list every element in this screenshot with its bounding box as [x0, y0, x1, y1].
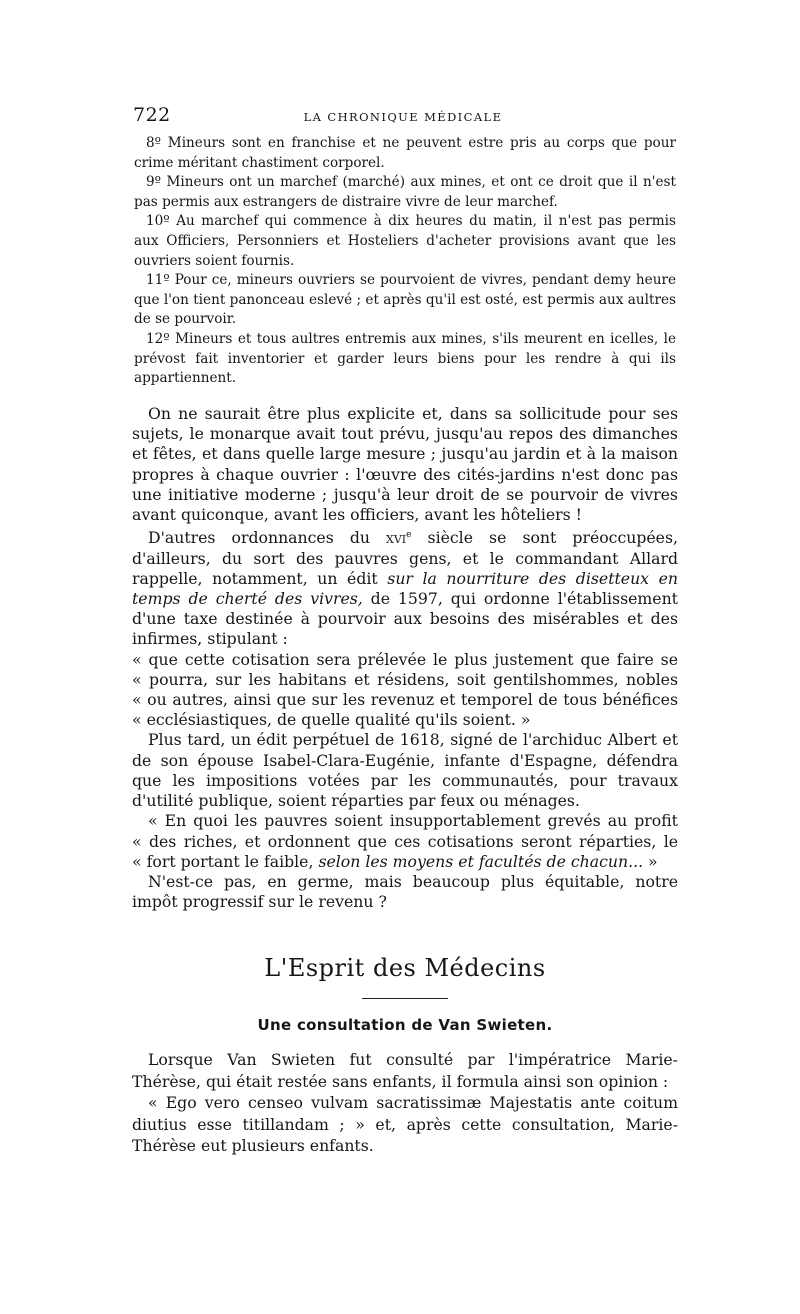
edict-title: sur la nourriture des disetteux en temps de cherté des vivres,: [132, 568, 678, 609]
p2-start: D'autres ordonnances du: [148, 528, 387, 548]
century-superscript: e: [406, 530, 412, 541]
quote-italic: selon les moyens et facultés de chacun...: [318, 851, 644, 871]
ordinance-list: [134, 134, 676, 389]
ordinance-item: 9º Mineurs ont un marchef (marché) aux mines, et ont ce droit que il n'est pas permis aux estrangers de distraire vivre de leur marchef.: [134, 174, 676, 210]
paragraph-impot: N'est-ce pas, en germe, mais beaucoup plus équitable, notre impôt progressif sur le revenu ?: [132, 871, 678, 912]
p2-mid: siècle se sont préoccupées, d'ailleurs, du sort des pauvres gens, et le commandant Allard rappelle, notamment, un édit: [132, 528, 678, 588]
quote-line: « ecclésiastiques, de quelle qualité qu'ils soient. »: [132, 710, 531, 730]
paragraph-ordonnances: [132, 525, 678, 649]
section-title: L'Esprit des Médecins: [264, 954, 546, 982]
quote-line: [132, 852, 678, 872]
page-number: 722: [133, 104, 171, 126]
article-paragraph: Lorsque Van Swieten fut consulté par l'impératrice Marie-Thérèse, qui était restée sans enfants, il formula ainsi son opinion :: [132, 1050, 678, 1091]
running-title: LA CHRONIQUE MÉDICALE: [303, 110, 503, 124]
main-text: [132, 404, 678, 912]
running-head: [133, 104, 673, 130]
ordinance-item: 10º Au marchef qui commence à dix heures du matin, il n'est pas permis aux Officiers, Personniers et Hosteliers d'acheter provisions avant que les ouvriers soient fournis.: [134, 213, 676, 269]
ordinance-item: 12º Mineurs et tous aultres entremis aux mines, s'ils meurent en icelles, le prévost fait inventorier et garder leurs biens pour les rendre à qui ils appartiennent.: [134, 330, 676, 387]
quote-line: « En quoi les pauvres soient insupportablement grevés au profit: [148, 811, 678, 831]
p2-end: de 1597, qui ordonne l'établissement d'une taxe destinée à pourvoir aux besoins des misérables et des infirmes, stipulant :: [132, 589, 678, 649]
paragraph-monarque: On ne saurait être plus explicite et, dans sa sollicitude pour ses sujets, le monarque avait tout prévu, jusqu'au repos des dimanches et fêtes, et dans quelle large mesure ; jusqu'au jardin et à la maison propres à chaque ouvrier : l'œuvre des cités-jardins n'est donc pas une initiative moderne ; jusqu'à leur droit de se pourvoir de vivres avant quiconque, avant les officiers, avant les hôteliers !: [132, 404, 678, 525]
quote-line: « que cette cotisation sera prélevée le plus justement que faire se: [132, 649, 678, 669]
quote-line: « des riches, et ordonnent que ces cotisations seront réparties, le: [132, 831, 678, 851]
quote-line-end: »: [643, 851, 658, 871]
century-numeral: xvi: [386, 528, 407, 548]
paragraph-edit-perpetuel: Plus tard, un édit perpétuel de 1618, signé de l'archiduc Albert et de son épouse Isabel-Clara-Eugénie, infante d'Espagne, défendra que les impositions votées par les communautés, pour travaux d'utilité publique, soient réparties par feux ou ménages.: [132, 730, 678, 811]
ordinance-item: 8º Mineurs sont en franchise et ne peuvent estre pris au corps que pour crime méritant chastiment corporel.: [134, 135, 676, 171]
ordinance-item: 11º Pour ce, mineurs ouvriers se pourvoient de vivres, pendant demy heure que l'on tient panonceau eslevé ; et après qu'il est osté, est permis aux aultres de se pourvoir.: [134, 272, 676, 328]
article-text: [132, 1049, 678, 1157]
quote-line-start: « fort portant le faible,: [132, 851, 319, 871]
section-divider: [362, 998, 448, 999]
quote-line: « ou autres, ainsi que sur les revenuz et temporel de tous bénéfices: [132, 690, 678, 710]
article-paragraph: « Ego vero censeo vulvam sacratissimæ Majestatis ante coitum diutius esse titillandam ; » et, après cette consultation, Marie-Thérèse eut plusieurs enfants.: [132, 1093, 678, 1155]
article-title: Une consultation de Van Swieten.: [257, 1016, 553, 1034]
quote-line: « pourra, sur les habitans et résidens, soit gentilshommes, nobles: [132, 669, 678, 689]
